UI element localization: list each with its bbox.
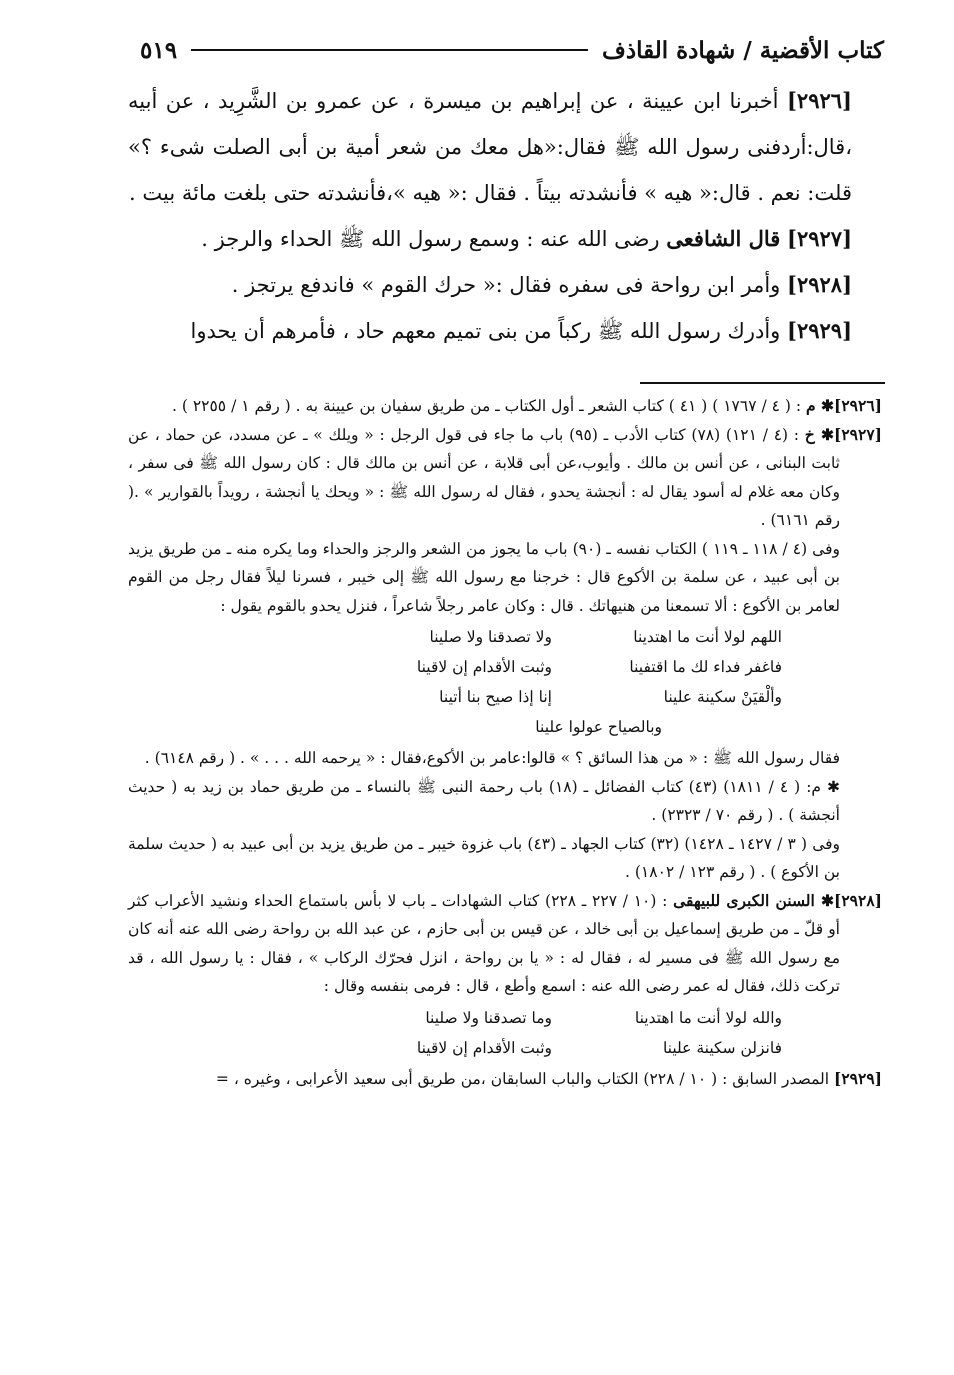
- hadith-2929: [128, 308, 882, 354]
- hadith-2927: [128, 216, 882, 262]
- poem-verse: [128, 1033, 782, 1063]
- hemistich-left: إنا إذا صيح بنا أتينا: [439, 688, 552, 706]
- page-header: [140, 30, 884, 70]
- footnote-label: [٢٩٢٨]✱ السنن الكبرى للبيهقى: [673, 890, 882, 910]
- poem-verse: [128, 712, 782, 742]
- hadith-2928: [128, 262, 882, 308]
- footnote-2928: [128, 887, 882, 1001]
- hemistich-right: فانزلن سكينة علينا: [662, 1038, 782, 1057]
- footnote-paragraph: وفى ( ٣ / ١٤٢٧ ـ ١٤٢٨) (٣٢) كتاب الجهاد ـ (٤٣) باب غزوة خيبر ـ من طريق يزيد بن أبى عبيد به ( حديث سلمة بن الأكوع ) . ( رقم ١٢٣ / ١٨٠٢) .: [128, 834, 841, 881]
- footnote-label: [٢٩٢٧]✱ خ: [804, 424, 882, 444]
- main-text: [128, 78, 882, 354]
- poem-verse: [128, 652, 782, 682]
- footnote-text: : (١٠ / ٢٢٧ ـ ٢٢٨) كتاب الشهادات ـ باب لا بأس باستماع الحداء ونشيد الأعراب كثر أو قلّ ـ من طريق إسماعيل بن أبى خالد ، عن قيس بن أبى حازم ، عن عبد الله بن رواحة رضى الله عنه أنه كان مع رسول الله ﷺ فى مسير له ، فقال له : « يا بن رواحة ، انزل فحرّك الركاب » ، فقال : يا رسول الله ، قد تركت ذلك، فقال له عمر رضى الله عنه : اسمع وأطع ، قال : فرمى بنفسه وقال :: [128, 891, 840, 995]
- hemistich-right: والله لولا أنت ما اهتدينا: [634, 1008, 782, 1027]
- poem: [128, 622, 882, 742]
- hadith-number: [٢٩٢٧]: [787, 226, 852, 251]
- header-rule: [191, 49, 588, 51]
- hemistich-left: وثبت الأقدام إن لاقينا: [416, 1038, 552, 1057]
- footnote-label: [٢٩٢٦]✱ م: [806, 396, 882, 415]
- footnote-text: : (٤ / ١٢١) (٧٨) كتاب الأدب ـ (٩٥) باب ما جاء فى قول الرجل : « ويلك » ـ عن مسدد، عن حماد ، عن ثابت البنانى ، عن أنس بن مالك . وأيوب،عن أبى قلابة ، عن أنس بن مالك قال : كان رسول الله ﷺ فى سفر ، وكان معه غلام له أسود يقال له : أنجشة يحدو ، فقال له رسول الله ﷺ : « ويحك يا أنجشة ، رويداً بالقوارير » .( رقم ٦١٦١) .: [128, 425, 840, 529]
- hemistich-left: وما تصدقنا ولا صلينا: [425, 1008, 552, 1027]
- hadith-text: وأدرك رسول الله ﷺ ركباً من بنى تميم معهم حاد ، فأمرهم أن يحدوا: [190, 319, 781, 343]
- hadith-text: وأمر ابن رواحة فى سفره فقال :« حرك القوم » فاندفع يرتجز .: [231, 273, 781, 297]
- poem-verse: [128, 682, 782, 712]
- footnote-paragraph: ✱ م: ( ٤ / ١٨١١) (٤٣) كتاب الفضائل ـ (١٨) باب رحمة النبى ﷺ بالنساء ـ من طريق حماد بن زيد به ( حديث أنجشة ) . ( رقم ٧٠ / ٢٣٢٣) .: [128, 777, 840, 824]
- footnote-paragraph: فقال رسول الله ﷺ : « من هذا السائق ؟ » قالوا:عامر بن الأكوع،فقال : « يرحمه الله . . . » . ( رقم ٦١٤٨) .: [144, 749, 840, 767]
- footnote-2929: [128, 1065, 882, 1094]
- hadith-text: رضى الله عنه : وسمع رسول الله ﷺ الحداء والرجز .: [201, 227, 660, 251]
- hemistich-right: فاغفر فداء لك ما اقتفينا: [629, 658, 782, 676]
- hadith-number: [٢٩٢٩]: [787, 318, 852, 343]
- poem-verse: [128, 1003, 782, 1033]
- book-title: كتاب الأقضية / شهادة القاذف: [602, 36, 884, 64]
- hadith-text: أخبرنا ابن عيينة ، عن إبراهيم بن ميسرة ، عن عمرو بن الشَّرِيد ، عن أبيه ،قال:أردفنى رسول الله ﷺ فقال:«هل معك من شعر أمية بن أبى الصلت شىء ؟» قلت: نعم . قال:« هيه » فأنشدته بيتاً . فقال :« هيه »،فأنشدته حتى بلغت مائة بيت .: [128, 89, 852, 205]
- footnote-2927: [128, 421, 882, 535]
- poem: [128, 1003, 882, 1063]
- hemistich-right: اللهم لولا أنت ما اهتدينا: [633, 628, 782, 646]
- hemistich-left: ولا تصدقنا ولا صلينا: [429, 628, 552, 646]
- footnote-separator: [640, 382, 885, 384]
- hadith-2926: [128, 78, 882, 216]
- footnote-label: [٢٩٢٩]: [834, 1068, 882, 1088]
- poem-verse: [128, 622, 782, 652]
- footnote-text: المصدر السابق : ( ١٠ / ٢٢٨) الكتاب والباب السابقان ،من طريق أبى سعيد الأعرابى ، وغيره ، =: [215, 1069, 830, 1088]
- footnotes: [128, 392, 882, 1093]
- footnote-2926: [128, 392, 882, 421]
- hadith-speaker: قال الشافعى: [666, 226, 781, 251]
- hadith-number: [٢٩٢٨]: [787, 272, 852, 297]
- page-number: ٥١٩: [140, 36, 178, 64]
- hadith-number: [٢٩٢٦]: [786, 88, 852, 113]
- footnote-text: : ( ٤ / ١٧٦٧ ) ( ٤١ ) كتاب الشعر ـ أول الكتاب ـ من طريق سفيان بن عيينة به . ( رقم ١ / ٢٢٥٥ ) .: [172, 397, 802, 415]
- hemistich-left: وثبت الأقدام إن لاقينا: [416, 658, 552, 676]
- poem-last-line: وبالصياح عولوا علينا: [535, 718, 662, 736]
- hemistich-right: وألْقيَنْ سكينة علينا: [663, 688, 782, 706]
- footnote-paragraph: وفى (٤ / ١١٨ ـ ١١٩ ) الكتاب نفسه ـ (٩٠) باب ما يجوز من الشعر والرجز والحداء وما يكره منه ـ من طريق يزيد بن أبى عبيد ، عن سلمة بن الأكوع قال : خرجنا مع رسول الله ﷺ إلى خيبر ، فسرنا ليلاً فقال رجل من القوم لعامر بن الأكوع : ألا تسمعنا من هنيهاتك . قال : وكان عامر رجلاً شاعراً ، فنزل يحدو بالقوم يقول :: [128, 539, 840, 615]
